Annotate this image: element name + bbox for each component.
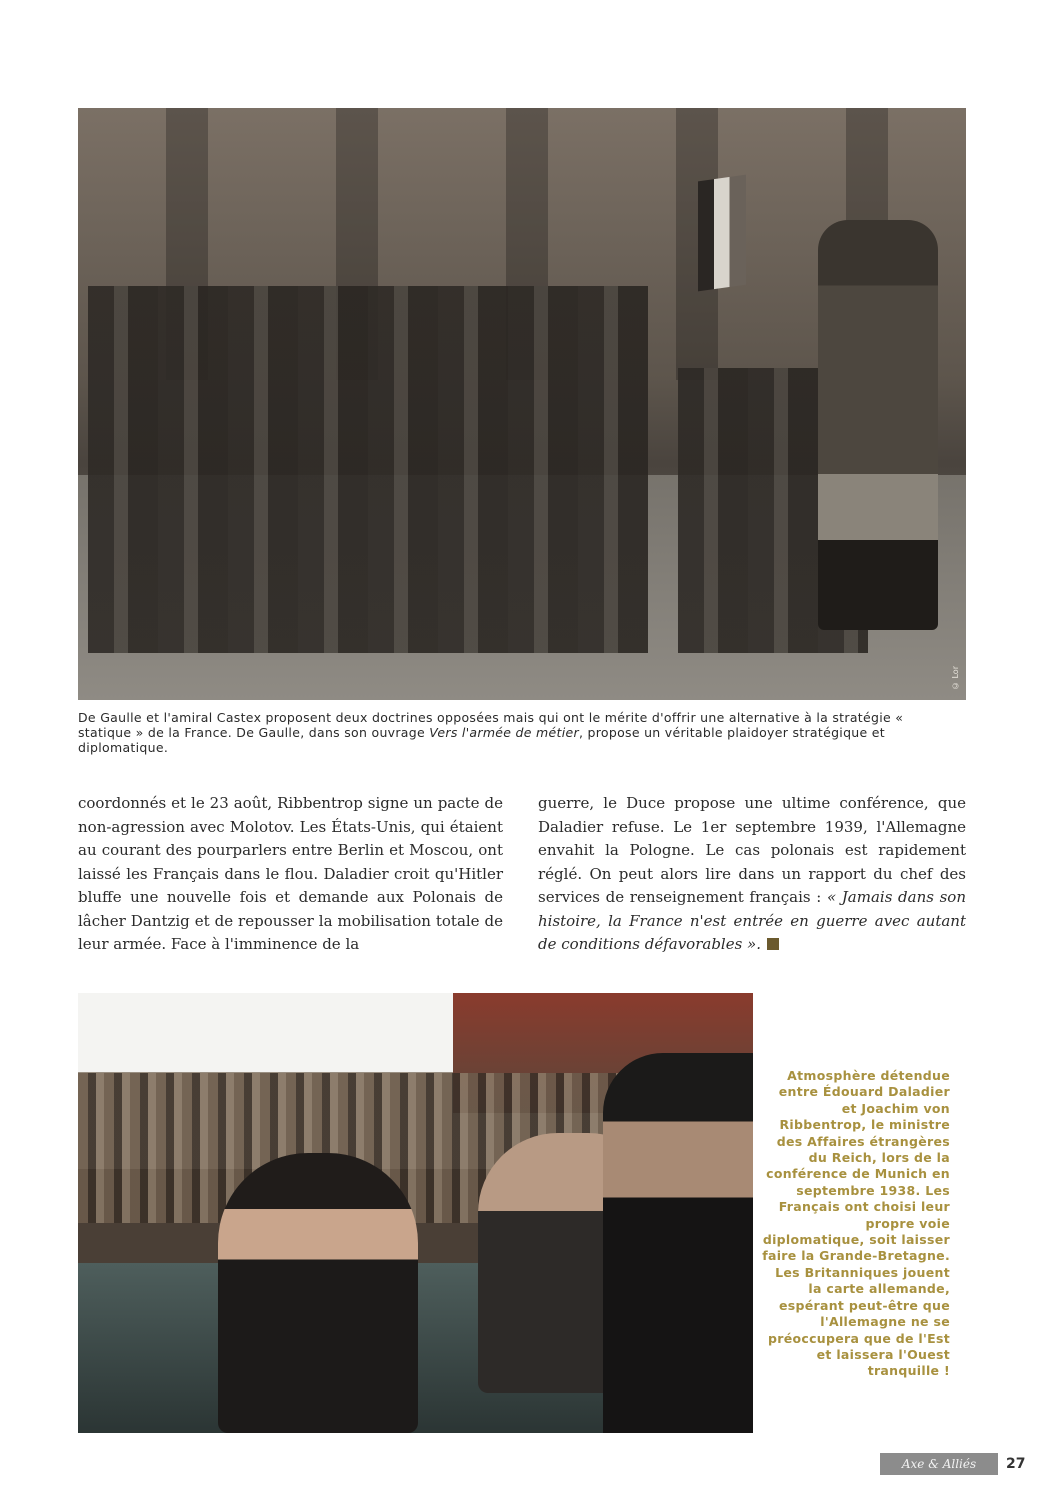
caption-bottom-photo: Atmosphère détendue entre Édouard Daladier et Joachim von Ribbentrop, le ministre des Affaires étrangères du Reich, lors de la conférence de Munich en septembre 1938. Les Français ont choisi leur propre voie diplomatique, soit laisser faire la Grande-Bretagne. Les Britanniques jouent la carte allemande, espérant peut-être que l'Allemagne ne se préoccupera que de l'Est et laissera l'Ouest tranquille ! bbox=[762, 1068, 950, 1379]
caption-top-photo bbox=[78, 710, 958, 755]
publication-badge: Axe & Alliés bbox=[880, 1453, 998, 1475]
photo-soldiers-line bbox=[88, 286, 648, 653]
photo-daladier bbox=[218, 1153, 418, 1433]
photo-flag bbox=[698, 175, 746, 292]
body-right-text: guerre, le Duce propose une ultime conférence, que Daladier refuse. Le 1er septembre 1939, l'Allemagne envahit la Pologne. Le cas polonais est rapidement réglé. On peut alors lire dans un rapport du chef des services de renseignement français : bbox=[538, 794, 966, 906]
photo-de-gaulle-review bbox=[78, 108, 966, 700]
caption-top-text-2: , propose un véritable plaidoyer stratégique et diplomatique. bbox=[78, 725, 885, 755]
photo-saluting-officer bbox=[818, 220, 938, 630]
page-number: 27 bbox=[1006, 1456, 1026, 1472]
body-column-right bbox=[538, 792, 966, 957]
photo-daladier-ribbentrop bbox=[78, 993, 753, 1433]
caption-top-text-1: De Gaulle et l'amiral Castex proposent deux doctrines opposées mais qui ont le mérite d'offrir une alternative à la stratégie « statique » de la France. De Gaulle, dans son ouvrage bbox=[78, 710, 904, 740]
body-right-quote: « Jamais dans son histoire, la France n'est entrée en guerre avec autant de conditions défavorables ». bbox=[538, 888, 966, 953]
photo-driver bbox=[603, 1053, 753, 1433]
photo-credit: © Lor bbox=[951, 665, 960, 690]
caption-top-book-title: Vers l'armée de métier bbox=[429, 725, 579, 740]
body-column-left: coordonnés et le 23 août, Ribbentrop signe un pacte de non-agression avec Molotov. Les États-Unis, qui étaient au courant des pourparlers entre Berlin et Moscou, ont laissé les Français dans le flou. Daladier croit qu'Hitler bluffe une nouvelle fois et demande aux Polonais de lâcher Dantzig et de repousser la mobilisation totale de leur armée. Face à l'imminence de la bbox=[78, 794, 503, 953]
article-end-mark-icon bbox=[767, 938, 779, 950]
